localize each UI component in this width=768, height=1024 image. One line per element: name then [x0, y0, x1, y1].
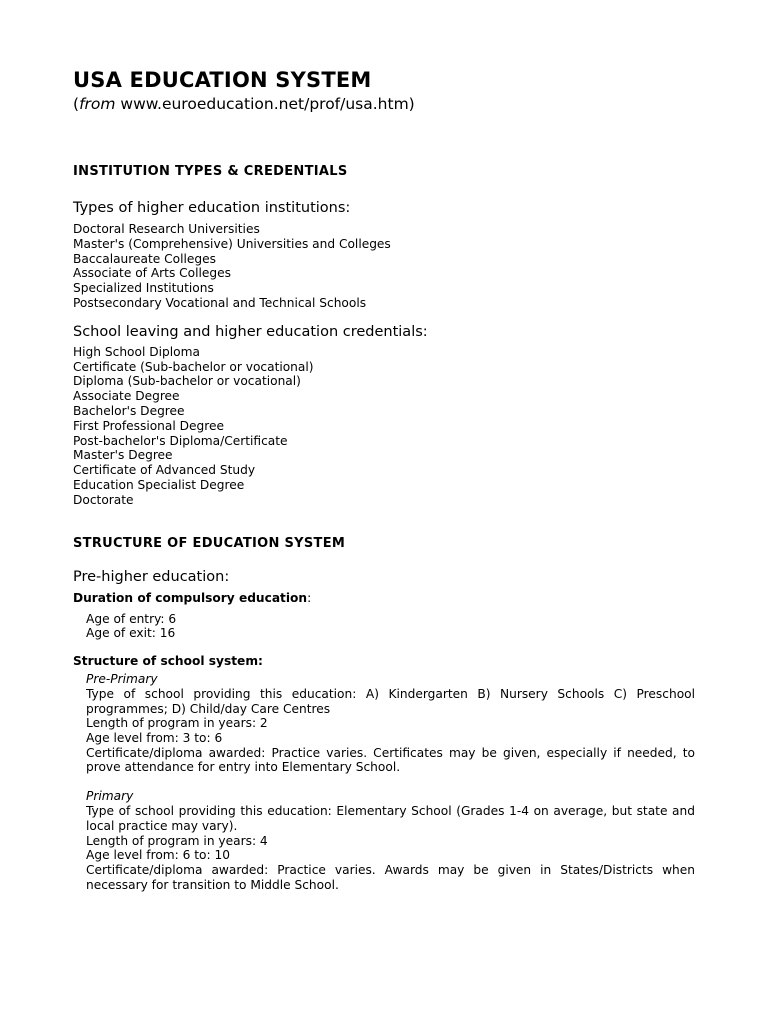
- list-item: Certificate of Advanced Study: [73, 463, 256, 478]
- credentials-heading: School leaving and higher education credentials:: [73, 323, 428, 340]
- list-item: Bachelor's Degree: [73, 403, 185, 418]
- duration-label-colon: :: [307, 590, 312, 605]
- list-item: Diploma (Sub-bachelor or vocational): [73, 374, 301, 389]
- pre-primary-certificate: Certificate/diploma awarded: Practice varies. Certificates may be given, especially if needed, to prove attendance for entry into Elementary School.: [86, 745, 695, 775]
- list-item: Doctoral Research Universities: [73, 222, 260, 236]
- list-item: Associate of Arts Colleges: [73, 266, 231, 281]
- credentials-list: [73, 345, 695, 508]
- list-item: Baccalaureate Colleges: [73, 251, 216, 266]
- list-item: Specialized Institutions: [73, 281, 214, 296]
- document-title: USA EDUCATION SYSTEM: [73, 68, 372, 92]
- pre-primary-type: Type of school providing this education: A) Kindergarten B) Nursery Schools C) Preschool programmes; D) Child/day Care Centres: [86, 686, 695, 716]
- list-item: Post-bachelor's Diploma/Certificate: [73, 433, 288, 448]
- pre-primary-length: Length of program in years: 2: [86, 716, 268, 731]
- source-from-word: from: [79, 95, 116, 113]
- age-of-entry: Age of entry: 6: [86, 611, 177, 626]
- section-heading-institutions: INSTITUTION TYPES & CREDENTIALS: [73, 164, 348, 179]
- primary-age: Age level from: 6 to: 10: [86, 848, 230, 863]
- duration-label: [73, 590, 695, 606]
- structure-label: Structure of school system:: [73, 653, 263, 668]
- primary-certificate: Certificate/diploma awarded: Practice varies. Awards may be given in States/Districts when necessary for transition to Middle School.: [86, 862, 695, 892]
- list-item: High School Diploma: [73, 344, 200, 359]
- pre-higher-heading: Pre-higher education:: [73, 568, 230, 585]
- pre-primary-heading: Pre-Primary: [86, 671, 158, 686]
- pre-primary-age: Age level from: 3 to: 6: [86, 731, 223, 746]
- list-item: First Professional Degree: [73, 418, 224, 433]
- source-open-paren: (: [73, 95, 80, 113]
- institution-types-list: [73, 222, 695, 311]
- list-item: Associate Degree: [73, 389, 180, 404]
- age-of-exit: Age of exit: 16: [86, 626, 176, 641]
- pre-primary-block: [86, 672, 695, 775]
- list-item: Master's (Comprehensive) Universities and Colleges: [73, 236, 391, 251]
- list-item: Postsecondary Vocational and Technical Schools: [73, 295, 367, 310]
- primary-block: [86, 789, 695, 892]
- list-item: Doctorate: [73, 492, 134, 507]
- source-url: www.euroeducation.net/prof/usa.htm): [115, 95, 415, 113]
- primary-type: Type of school providing this education: Elementary School (Grades 1-4 on average, but state and local practice may vary).: [86, 804, 695, 833]
- age-range-block: [86, 612, 695, 641]
- primary-heading: Primary: [86, 789, 134, 804]
- primary-length: Length of program in years: 4: [86, 833, 268, 848]
- list-item: Master's Degree: [73, 448, 173, 463]
- duration-label-text: Duration of compulsory education: [73, 590, 308, 605]
- list-item: Education Specialist Degree: [73, 477, 245, 492]
- section-heading-structure: STRUCTURE OF EDUCATION SYSTEM: [73, 535, 346, 551]
- source-line: [73, 94, 695, 114]
- list-item: Certificate (Sub-bachelor or vocational): [73, 359, 314, 374]
- document-page: [73, 66, 695, 892]
- institution-types-heading: Types of higher education institutions:: [73, 200, 351, 216]
